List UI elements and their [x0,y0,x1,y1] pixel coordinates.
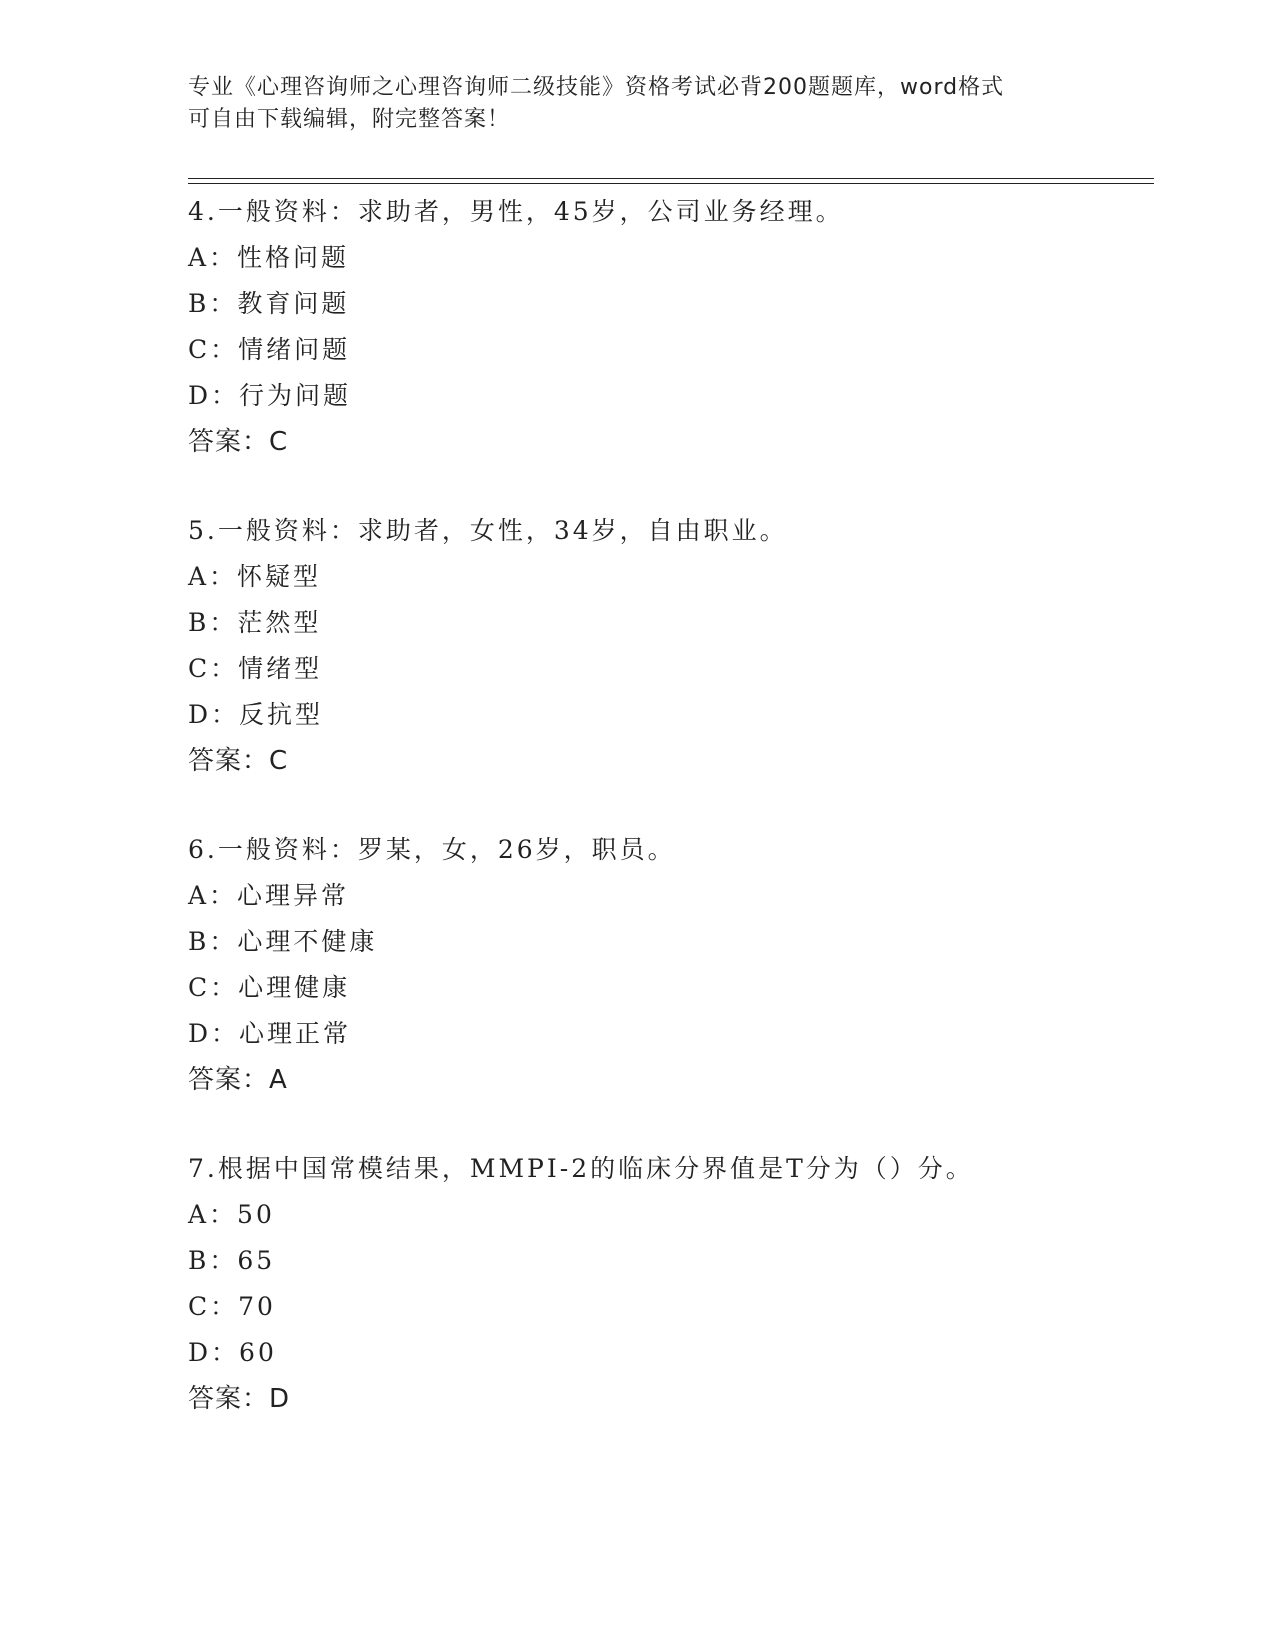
answer: 答案：A [188,1065,288,1095]
header-divider-top [188,178,1154,179]
option-d: D：心理正常 [188,1019,352,1048]
document-header [188,72,1088,136]
option-b: B：心理不健康 [188,927,378,956]
question-stem: 6.一般资料：罗某，女，26岁，职员。 [188,835,676,864]
option-b: B：教育问题 [188,289,350,318]
question-block [188,508,1188,784]
option-b: B：茫然型 [188,608,322,637]
option-a: A：50 [188,1200,275,1229]
header-line-2: 可自由下载编辑，附完整答案！ [188,107,511,132]
option-c: C：情绪问题 [188,335,351,364]
question-block [188,827,1188,1103]
option-a: A：性格问题 [188,243,350,272]
option-b: B：65 [188,1246,276,1275]
answer: 答案：D [188,1384,291,1414]
header-divider-bottom [188,183,1154,184]
option-c: C：情绪型 [188,654,323,683]
question-block [188,189,1188,465]
option-a: A：怀疑型 [188,562,322,591]
answer: 答案：C [188,746,289,776]
question-block [188,1146,1188,1422]
option-c: C：心理健康 [188,973,351,1002]
answer: 答案：C [188,427,289,457]
question-stem: 5.一般资料：求助者，女性，34岁，自由职业。 [188,516,788,545]
question-stem: 4.一般资料：求助者，男性，45岁，公司业务经理。 [188,197,844,226]
header-line-1: 专业《心理咨询师之心理咨询师二级技能》资格考试必背200题题库，word格式 [188,75,1005,100]
option-d: D：60 [188,1338,277,1367]
option-a: A：心理异常 [188,881,350,910]
option-d: D：反抗型 [188,700,324,729]
option-d: D：行为问题 [188,381,352,410]
option-c: C：70 [188,1292,276,1321]
question-stem: 7.根据中国常模结果，MMPI-2的临床分界值是T分为（）分。 [188,1154,974,1183]
